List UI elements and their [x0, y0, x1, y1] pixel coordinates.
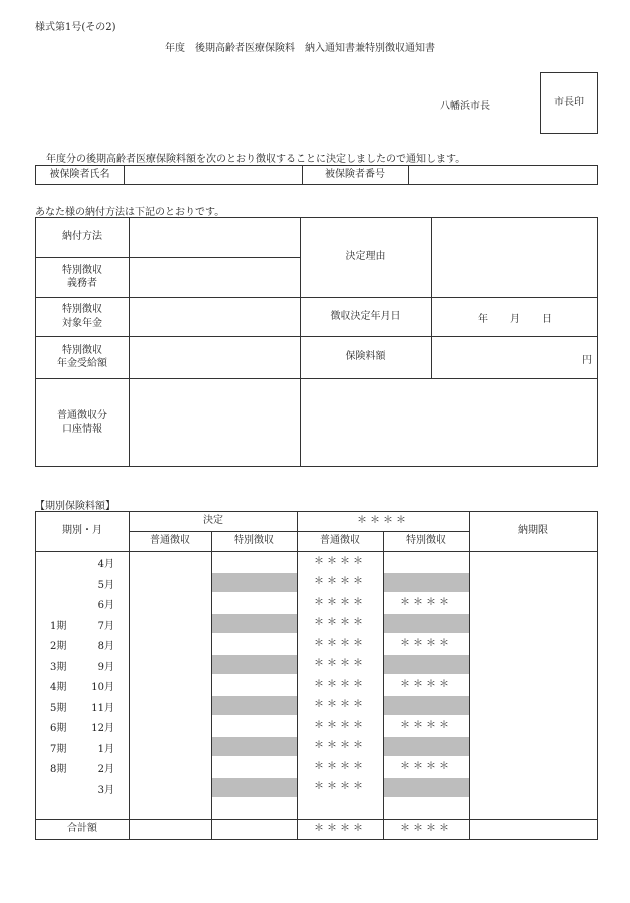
row-stars-normal: ＊＊＊＊: [314, 637, 366, 649]
row-stars-normal: ＊＊＊＊: [314, 719, 366, 731]
account-info-label: 普通徴収分 口座情報: [57, 410, 107, 435]
row-stars-special: ＊＊＊＊: [400, 760, 452, 772]
row-stars-normal: ＊＊＊＊: [314, 617, 366, 628]
insured-number-label: 被保険者番号: [325, 169, 385, 181]
issuer: 八幡浜市長: [440, 101, 490, 112]
periodic-title: 【期別保険料額】: [35, 501, 115, 512]
target-pension-label: 特別徴収 対象年金: [62, 304, 102, 329]
normal-col-header-2: 普通徴収: [320, 535, 360, 547]
special-col-header-2: 特別徴収: [406, 535, 446, 547]
row-month: 12月: [91, 723, 114, 734]
row-stars-normal: ＊＊＊＊: [314, 596, 366, 608]
row-month: 4月: [97, 559, 114, 570]
period-month-header: 期別・月: [62, 525, 102, 537]
normal-col-header-1: 普通徴収: [150, 535, 190, 547]
due-date-header: 納期限: [518, 525, 548, 537]
row-stars-normal: ＊＊＊＊: [314, 658, 366, 669]
row-period: 5期: [50, 702, 67, 714]
row-stars-normal: ＊＊＊＊: [314, 555, 366, 567]
row-stars-normal: ＊＊＊＊: [314, 699, 366, 710]
row-month: 6月: [97, 600, 114, 611]
method-intro: あなた様の納付方法は下記のとおりです。: [35, 207, 225, 218]
row-stars-special: ＊＊＊＊: [400, 678, 452, 690]
row-stars-normal: ＊＊＊＊: [314, 781, 366, 792]
decided-header: 決定: [203, 515, 223, 527]
row-month: 8月: [97, 641, 114, 652]
row-stars-normal: ＊＊＊＊: [314, 740, 366, 751]
seal-label: 市長印: [554, 97, 584, 109]
date-month: 月: [510, 314, 520, 325]
stars-header: ＊＊＊＊: [357, 515, 409, 527]
row-stars-special: ＊＊＊＊: [400, 719, 452, 731]
row-month: 2月: [97, 764, 114, 775]
row-month: 3月: [97, 784, 114, 796]
premium-label: 保険料額: [345, 351, 386, 363]
intro-text: 年度分の後期高齢者医療保険料額を次のとおり徴収することに決定しましたので通知します。: [46, 154, 466, 165]
yen-unit: 円: [582, 355, 592, 366]
row-stars-normal: ＊＊＊＊: [314, 760, 366, 772]
row-month: 11月: [91, 702, 114, 714]
row-month: 1月: [97, 743, 114, 755]
row-period: 8期: [50, 764, 67, 775]
row-period: 6期: [50, 723, 67, 734]
row-month: 5月: [97, 579, 114, 591]
row-month: 9月: [97, 661, 114, 673]
row-month: 7月: [97, 620, 114, 632]
row-period: 3期: [50, 661, 67, 673]
obligor-label: 特別徴収 義務者: [62, 264, 102, 289]
row-stars-normal: ＊＊＊＊: [314, 678, 366, 690]
decision-date-label: 徴収決定年月日: [330, 310, 401, 322]
total-stars-special: ＊＊＊＊: [400, 823, 452, 835]
reason-label: 決定理由: [345, 251, 386, 263]
total-stars-normal: ＊＊＊＊: [314, 823, 366, 835]
row-stars-normal: ＊＊＊＊: [314, 576, 366, 587]
row-stars-special: ＊＊＊＊: [400, 596, 452, 608]
row-period: 1期: [50, 620, 67, 632]
form-title: 年度 後期高齢者医療保険料 納入通知書兼特別徴収通知書: [165, 43, 435, 54]
special-col-header-1: 特別徴収: [234, 535, 274, 547]
row-month: 10月: [91, 682, 114, 693]
form-number: 様式第1号(その2): [35, 22, 116, 33]
row-stars-special: ＊＊＊＊: [400, 637, 452, 649]
row-period: 7期: [50, 743, 67, 755]
payment-method-label: 納付方法: [62, 231, 102, 243]
row-period: 4期: [50, 682, 67, 693]
total-label: 合計額: [67, 823, 97, 835]
insured-name-label: 被保険者氏名: [49, 169, 110, 181]
row-period: 2期: [50, 641, 67, 652]
pension-amount-label: 特別徴収 年金受給額: [57, 344, 107, 369]
date-day: 日: [542, 314, 552, 325]
date-year: 年: [478, 314, 488, 325]
